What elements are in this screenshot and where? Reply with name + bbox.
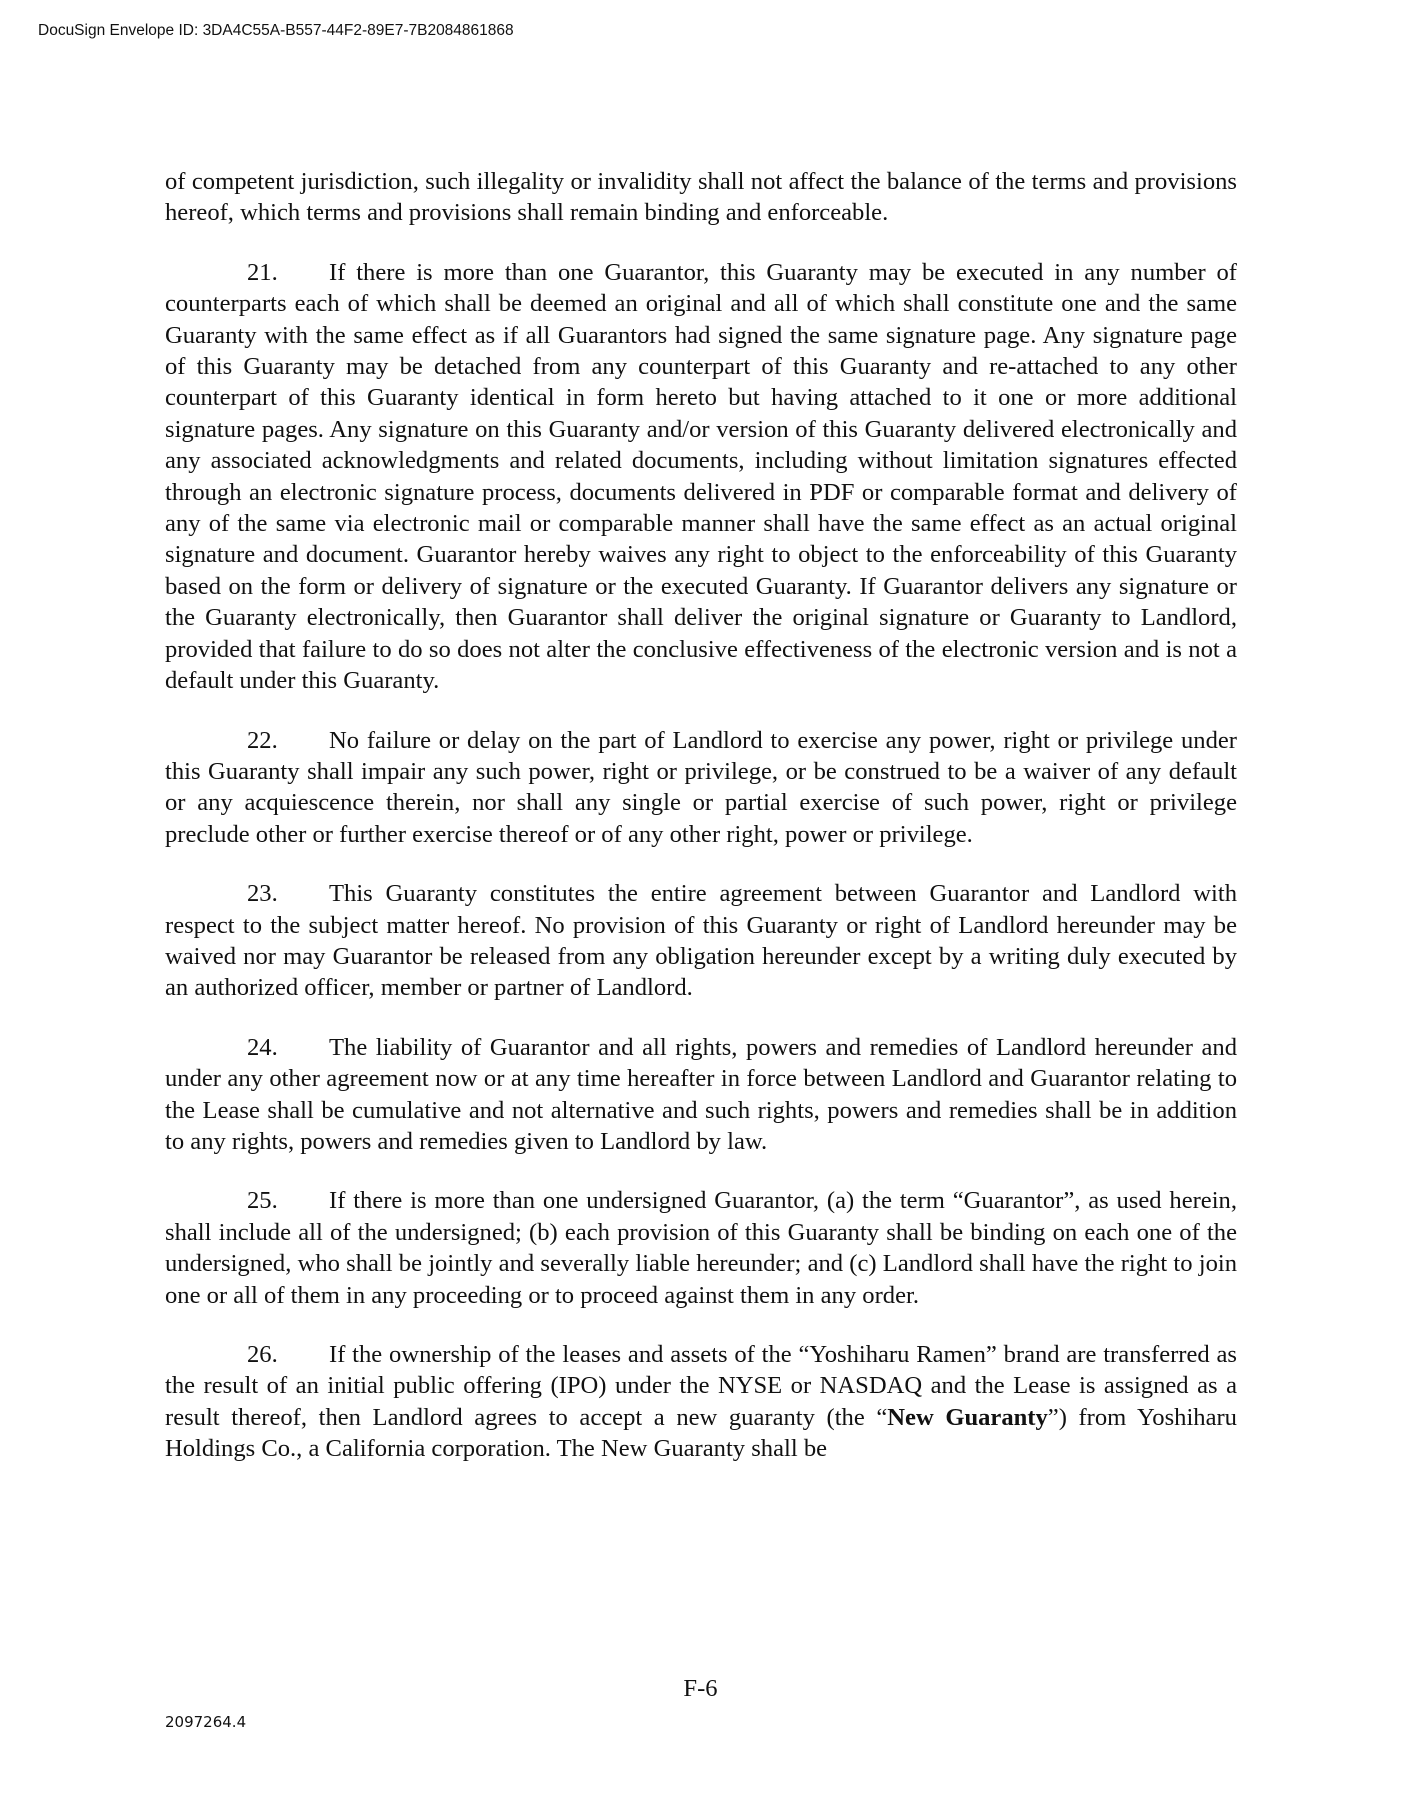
paragraph-number: 25. [247,1187,278,1215]
paragraph-text: If there is more than one undersigned Guarantor, (a) the term “Guarantor”, as used herein, shall include all of the undersigned; (b) each provision of this Guaranty shall be binding on each one of the undersigned, who shall be jointly and severally liable hereunder; and (c) Landlord shall have the right to join one or all of them in any proceeding or to proceed against them in any order. [165,1187,1237,1309]
paragraph-26 [165,1339,1237,1465]
page-number: F-6 [683,1675,718,1702]
paragraph-21 [165,257,1237,697]
document-body [165,166,1237,1493]
paragraph-number: 23. [247,880,278,908]
envelope-id-header: DocuSign Envelope ID: 3DA4C55A-B557-44F2-89E7-7B2084861868 [38,22,514,39]
paragraph-24 [165,1032,1237,1158]
defined-term: New Guaranty [887,1403,1048,1431]
paragraph-text: The liability of Guarantor and all rights, powers and remedies of Landlord hereunder and under any other agreement now or at any time hereafter in force between Landlord and Guarantor relating to the Lease shall be cumulative and not alternative and such rights, powers and remedies shall be in addition to any rights, powers and remedies given to Landlord by law. [165,1033,1237,1155]
paragraph-number: 24. [247,1033,278,1061]
paragraph-25 [165,1185,1237,1311]
paragraph-22 [165,725,1237,851]
paragraph-text: This Guaranty constitutes the entire agreement between Guarantor and Landlord with respect to the subject matter hereof. No provision of this Guaranty or right of Landlord hereunder may be waived nor may Guarantor be released from any obligation hereunder except by a writing duly executed by an authorized officer, member or partner of Landlord. [165,880,1237,1002]
paragraph-text-continued: ”) from Yoshiharu Holdings Co., a California corporation. The New Guaranty shall be [165,1403,1237,1463]
paragraph-number: 22. [247,726,278,754]
paragraph-23 [165,878,1237,1004]
paragraph-number: 21. [247,258,278,286]
paragraph-number: 26. [247,1341,278,1368]
document-number: 2097264.4 [165,1713,247,1731]
paragraph-text: If the ownership of the leases and assets of the “Yoshiharu Ramen” brand are transferred as the result of an initial public offering (IPO) under the NYSE or NASDAQ and the Lease is assigned as a result thereof, then Landlord agrees to accept a new guaranty (the “ [165,1341,1237,1431]
continuation-paragraph: of competent jurisdiction, such illegality or invalidity shall not affect the balance of the terms and provisions hereof, which terms and provisions shall remain binding and enforceable. [165,168,1237,227]
paragraph-text: If there is more than one Guarantor, this Guaranty may be executed in any number of counterparts each of which shall be deemed an original and all of which shall constitute one and the same Guaranty with the same effect as if all Guarantors had signed the same signature page. Any signature page of this Guaranty may be detached from any counterpart of this Guaranty and re-attached to any other counterpart of this Guaranty identical in form hereto but having attached to it one or more additional signature pages. Any signature on this Guaranty and/or version of this Guaranty delivered electronically and any associated acknowledgments and related documents, including without limitation signatures effected through an electronic signature process, documents delivered in PDF or comparable format and delivery of any of the same via electronic mail or comparable manner shall have the same effect as an actual original signature and document. Guarantor hereby waives any right to object to the enforceability of this Guaranty based on the form or delivery of signature or the executed Guaranty. If Guarantor delivers any signature or the Guaranty electronically, then Guarantor shall deliver the original signature or Guaranty to Landlord, provided that failure to do so does not alter the conclusive effectiveness of the electronic version and is not a default under this Guaranty. [165,258,1237,695]
paragraph-text: No failure or delay on the part of Landlord to exercise any power, right or privilege under this Guaranty shall impair any such power, right or privilege, or be construed to be a waiver of any default or any acquiescence therein, nor shall any single or partial exercise of such power, right or privilege preclude other or further exercise thereof or of any other right, power or privilege. [165,726,1237,848]
